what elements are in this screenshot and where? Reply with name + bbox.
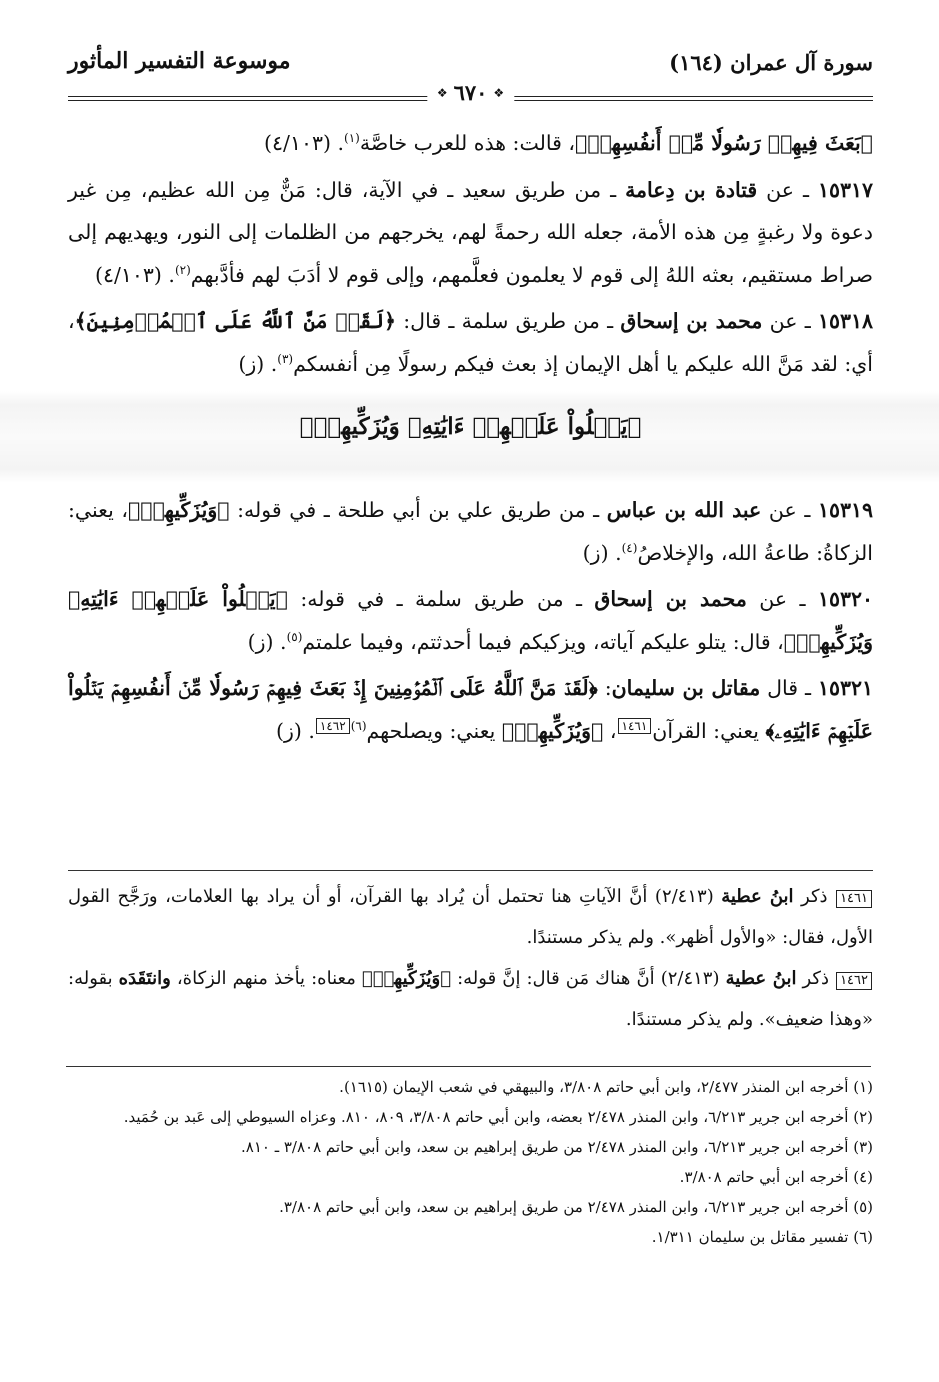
narration-number: ١٥٣٢٠ bbox=[817, 587, 873, 611]
notes-divider bbox=[68, 870, 873, 871]
commentary-note bbox=[68, 958, 873, 1040]
note-text: بقوله: «وهذا ضعيف». ولم يذكر مستندًا. bbox=[68, 968, 873, 1030]
reference: . (٤/١٠٣) bbox=[264, 131, 345, 155]
note-prefix: ذكر bbox=[796, 968, 836, 989]
paragraph-continuation bbox=[68, 122, 873, 165]
narration-text: ، يعني: الزكاةُ: طاعةُ الله، والإخلاصُ bbox=[68, 498, 873, 565]
footnote: (٣) أخرجه ابن جرير ٦/٢١٣، وابن المنذر ٢/٤٧٨ من طريق إبراهيم بن سعد، وابن أبي حاتم ٣/٨٠٨ ـ ٨١٠. bbox=[240, 1138, 873, 1156]
ornament-icon: ❖ bbox=[493, 85, 505, 100]
quran-quote: ﴿وَيُزَكِّيهِمۡ﴾ bbox=[128, 498, 230, 522]
footnote: (١) أخرجه ابن المنذر ٢/٤٧٧، وابن أبي حاتم ٣/٨٠٨، والبيهقي في شعب الإيمان (١٦١٥). bbox=[339, 1078, 873, 1096]
scholar-name: ابنُ عطية bbox=[725, 968, 797, 989]
page-number-box bbox=[427, 80, 514, 105]
footnote: (٢) أخرجه ابن جرير ٦/٢١٣، وابن المنذر ٢/٤٧٨ بعضه، وابن أبي حاتم ٣/٨٠٨، ٨٠٩، ٨١٠. وعزاه السيوطي إلى عَبد بن حُمَيد. bbox=[123, 1108, 873, 1126]
quran-quote: ﴿يَتۡلُواْ عَلَيۡهِمۡ ءَايَٰتِهِۦ وَيُزَكِّيهِمۡ﴾ bbox=[68, 587, 873, 654]
verse-heading-band bbox=[0, 391, 939, 483]
footnote-marker: (١) bbox=[344, 131, 360, 146]
narration-text: ـ من طريق سلمة ـ قال: bbox=[396, 309, 621, 333]
reference: . (ز) bbox=[238, 351, 278, 376]
commentary-number: ١٤٦١ bbox=[836, 890, 872, 908]
footnote: (٤) أخرجه ابن أبي حاتم ٣/٨٠٨. bbox=[679, 1168, 873, 1186]
footnote-marker: (٦) bbox=[350, 718, 367, 733]
quran-quote: ﴿وَيُزَكِّيهِمۡ﴾ bbox=[361, 968, 452, 989]
narration-15317 bbox=[68, 169, 873, 297]
narrator-name: مقاتل بن سليمان bbox=[611, 676, 761, 700]
commentary-marker: ١٤٦٢ bbox=[316, 718, 350, 734]
ornament-icon: ❖ bbox=[436, 85, 448, 100]
surah-title: سورة آل عمران (١٦٤) bbox=[669, 50, 873, 75]
running-header bbox=[68, 44, 873, 106]
note-prefix: ذكر bbox=[793, 886, 836, 907]
narration-text: ، bbox=[603, 718, 617, 743]
narration-text: ـ من طريق علي بن أبي طلحة ـ في قوله: bbox=[229, 498, 607, 522]
main-text bbox=[68, 122, 873, 756]
verse-heading: ﴿يَتۡلُواْ عَلَيۡهِمۡ ءَايَٰتِهِۦ وَيُزَكِّيهِمۡ﴾ bbox=[299, 413, 642, 440]
footnote: (٦) تفسير مقاتل بن سليمان ١/٣١١. bbox=[651, 1228, 873, 1246]
commentary-marker: ١٤٦١ bbox=[618, 718, 652, 734]
footnotes bbox=[68, 1072, 873, 1252]
narration-15318 bbox=[68, 300, 873, 385]
narration-text: يعني: القرآن bbox=[652, 718, 766, 743]
note-text: (٢/٤١٣) أنَّ هناك مَن قال: إنَّ قوله: bbox=[451, 968, 726, 989]
footnote-marker: (٣) bbox=[277, 351, 294, 366]
reference: . (٤/١٠٣) bbox=[94, 262, 175, 287]
narration-15320 bbox=[68, 578, 873, 663]
footnote-marker: (٢) bbox=[174, 262, 191, 277]
reference: . (ز) bbox=[275, 718, 315, 743]
reference: . (ز) bbox=[247, 629, 287, 654]
narration-prefix: ـ قال bbox=[760, 676, 818, 700]
footnote: (٥) أخرجه ابن جرير ٦/٢١٣، وابن المنذر ٢/٤٧٨ من طريق إبراهيم بن سعد، وابن أبي حاتم ٣/٨٠٨. bbox=[279, 1198, 873, 1216]
narration-text: ـ من طريق سعيد ـ في الآية، قال: مَنٌّ مِن الله عظيم، مِن غير دعوة ولا رغبةٍ مِن هذه الأمة، جعله الله رحمةً لهم، يخرجهم من الظلمات إلى النور، ويهديهم إلى صراط مستقيم، بعثه اللهُ إلى قوم لا يعلمون فعلَّمهم، وإلى قوم لا أدَبَ لهم فأدَّبهم bbox=[68, 177, 873, 287]
narration-number: ١٥٣٢١ bbox=[817, 676, 873, 700]
quran-quote: ﴿وَيُزَكِّيهِمۡ﴾ bbox=[501, 718, 604, 743]
narration-text: ، قال: يتلو عليكم آياته، ويزكيكم فيما أحدثتم، وفيما علمتم bbox=[302, 629, 784, 654]
narration-number: ١٥٣١٨ bbox=[817, 309, 873, 333]
narrator-name: قتادة بن دِعامة bbox=[625, 177, 758, 202]
narration-number: ١٥٣١٩ bbox=[817, 498, 873, 522]
narration-text: يعني: ويصلحهم bbox=[366, 718, 502, 743]
narrator-name: محمد بن إسحاق bbox=[594, 587, 747, 611]
commentary-note bbox=[68, 876, 873, 958]
narration-prefix: ـ عن bbox=[761, 498, 818, 522]
quran-quote: ﴿لَقَدۡ مَنَّ ٱللَّهُ عَلَى ٱلۡمُؤۡمِنِينَ﴾ bbox=[74, 309, 397, 333]
quran-quote: ﴿لَقَدۡ مَنَّ ٱللَّهُ عَلَى ٱلۡمُؤۡمِنِينَ إِذۡ بَعَثَ فِيهِمۡ رَسُولٗا مِّنۡ أَنفُسِهِمۡ يَتۡلُواْ عَلَيۡهِمۡ ءَايَٰتِهِۦ﴾ bbox=[68, 676, 873, 743]
narration-15319 bbox=[68, 489, 873, 574]
page-number: ٦٧٠ bbox=[453, 80, 488, 105]
reference: . (ز) bbox=[582, 540, 622, 565]
footnote-marker: (٤) bbox=[621, 540, 638, 555]
critique-word: وانتَقَدَه bbox=[118, 968, 171, 989]
narration-15321 bbox=[68, 667, 873, 752]
footnotes-divider bbox=[66, 1066, 871, 1067]
narrator-name: محمد بن إسحاق bbox=[620, 309, 763, 333]
paragraph-text: ، قالت: هذه للعرب خاصَّة bbox=[359, 131, 576, 155]
note-text: معناه: يأخذ منهم الزكاة، bbox=[170, 968, 362, 989]
narration-text: ـ من طريق سلمة ـ في قوله: bbox=[287, 587, 595, 611]
book-title: موسوعة التفسير المأثور bbox=[68, 48, 291, 74]
narration-prefix: ـ عن bbox=[762, 309, 818, 333]
narration-number: ١٥٣١٧ bbox=[817, 177, 873, 202]
narration-prefix: ـ عن bbox=[746, 587, 818, 611]
narration-text: ، أي: لقد مَنَّ الله عليكم يا أهل الإيمان إذ بعث فيكم رسولًا مِن أنفسكم bbox=[68, 309, 873, 376]
footnote-marker: (٥) bbox=[286, 629, 303, 644]
scholar-name: ابنُ عطية bbox=[721, 886, 794, 907]
quran-quote: ﴿بَعَثَ فِيهِمۡ رَسُولٗا مِّنۡ أَنفُسِهِمۡ﴾ bbox=[575, 131, 873, 155]
narration-prefix: ـ عن bbox=[757, 177, 818, 202]
narration-text: : bbox=[597, 676, 612, 700]
narrator-name: عبد الله بن عباس bbox=[606, 498, 762, 522]
commentary-notes bbox=[68, 876, 873, 1040]
note-text: (٢/٤١٣) أنَّ الآياتِ هنا تحتمل أن يُراد بها القرآن، أو أن يراد بها العلامات، ورَجَّح القول الأول، فقال: «والأول أظهر». ولم يذكر مستندًا. bbox=[68, 886, 873, 948]
commentary-number: ١٤٦٢ bbox=[836, 972, 872, 990]
